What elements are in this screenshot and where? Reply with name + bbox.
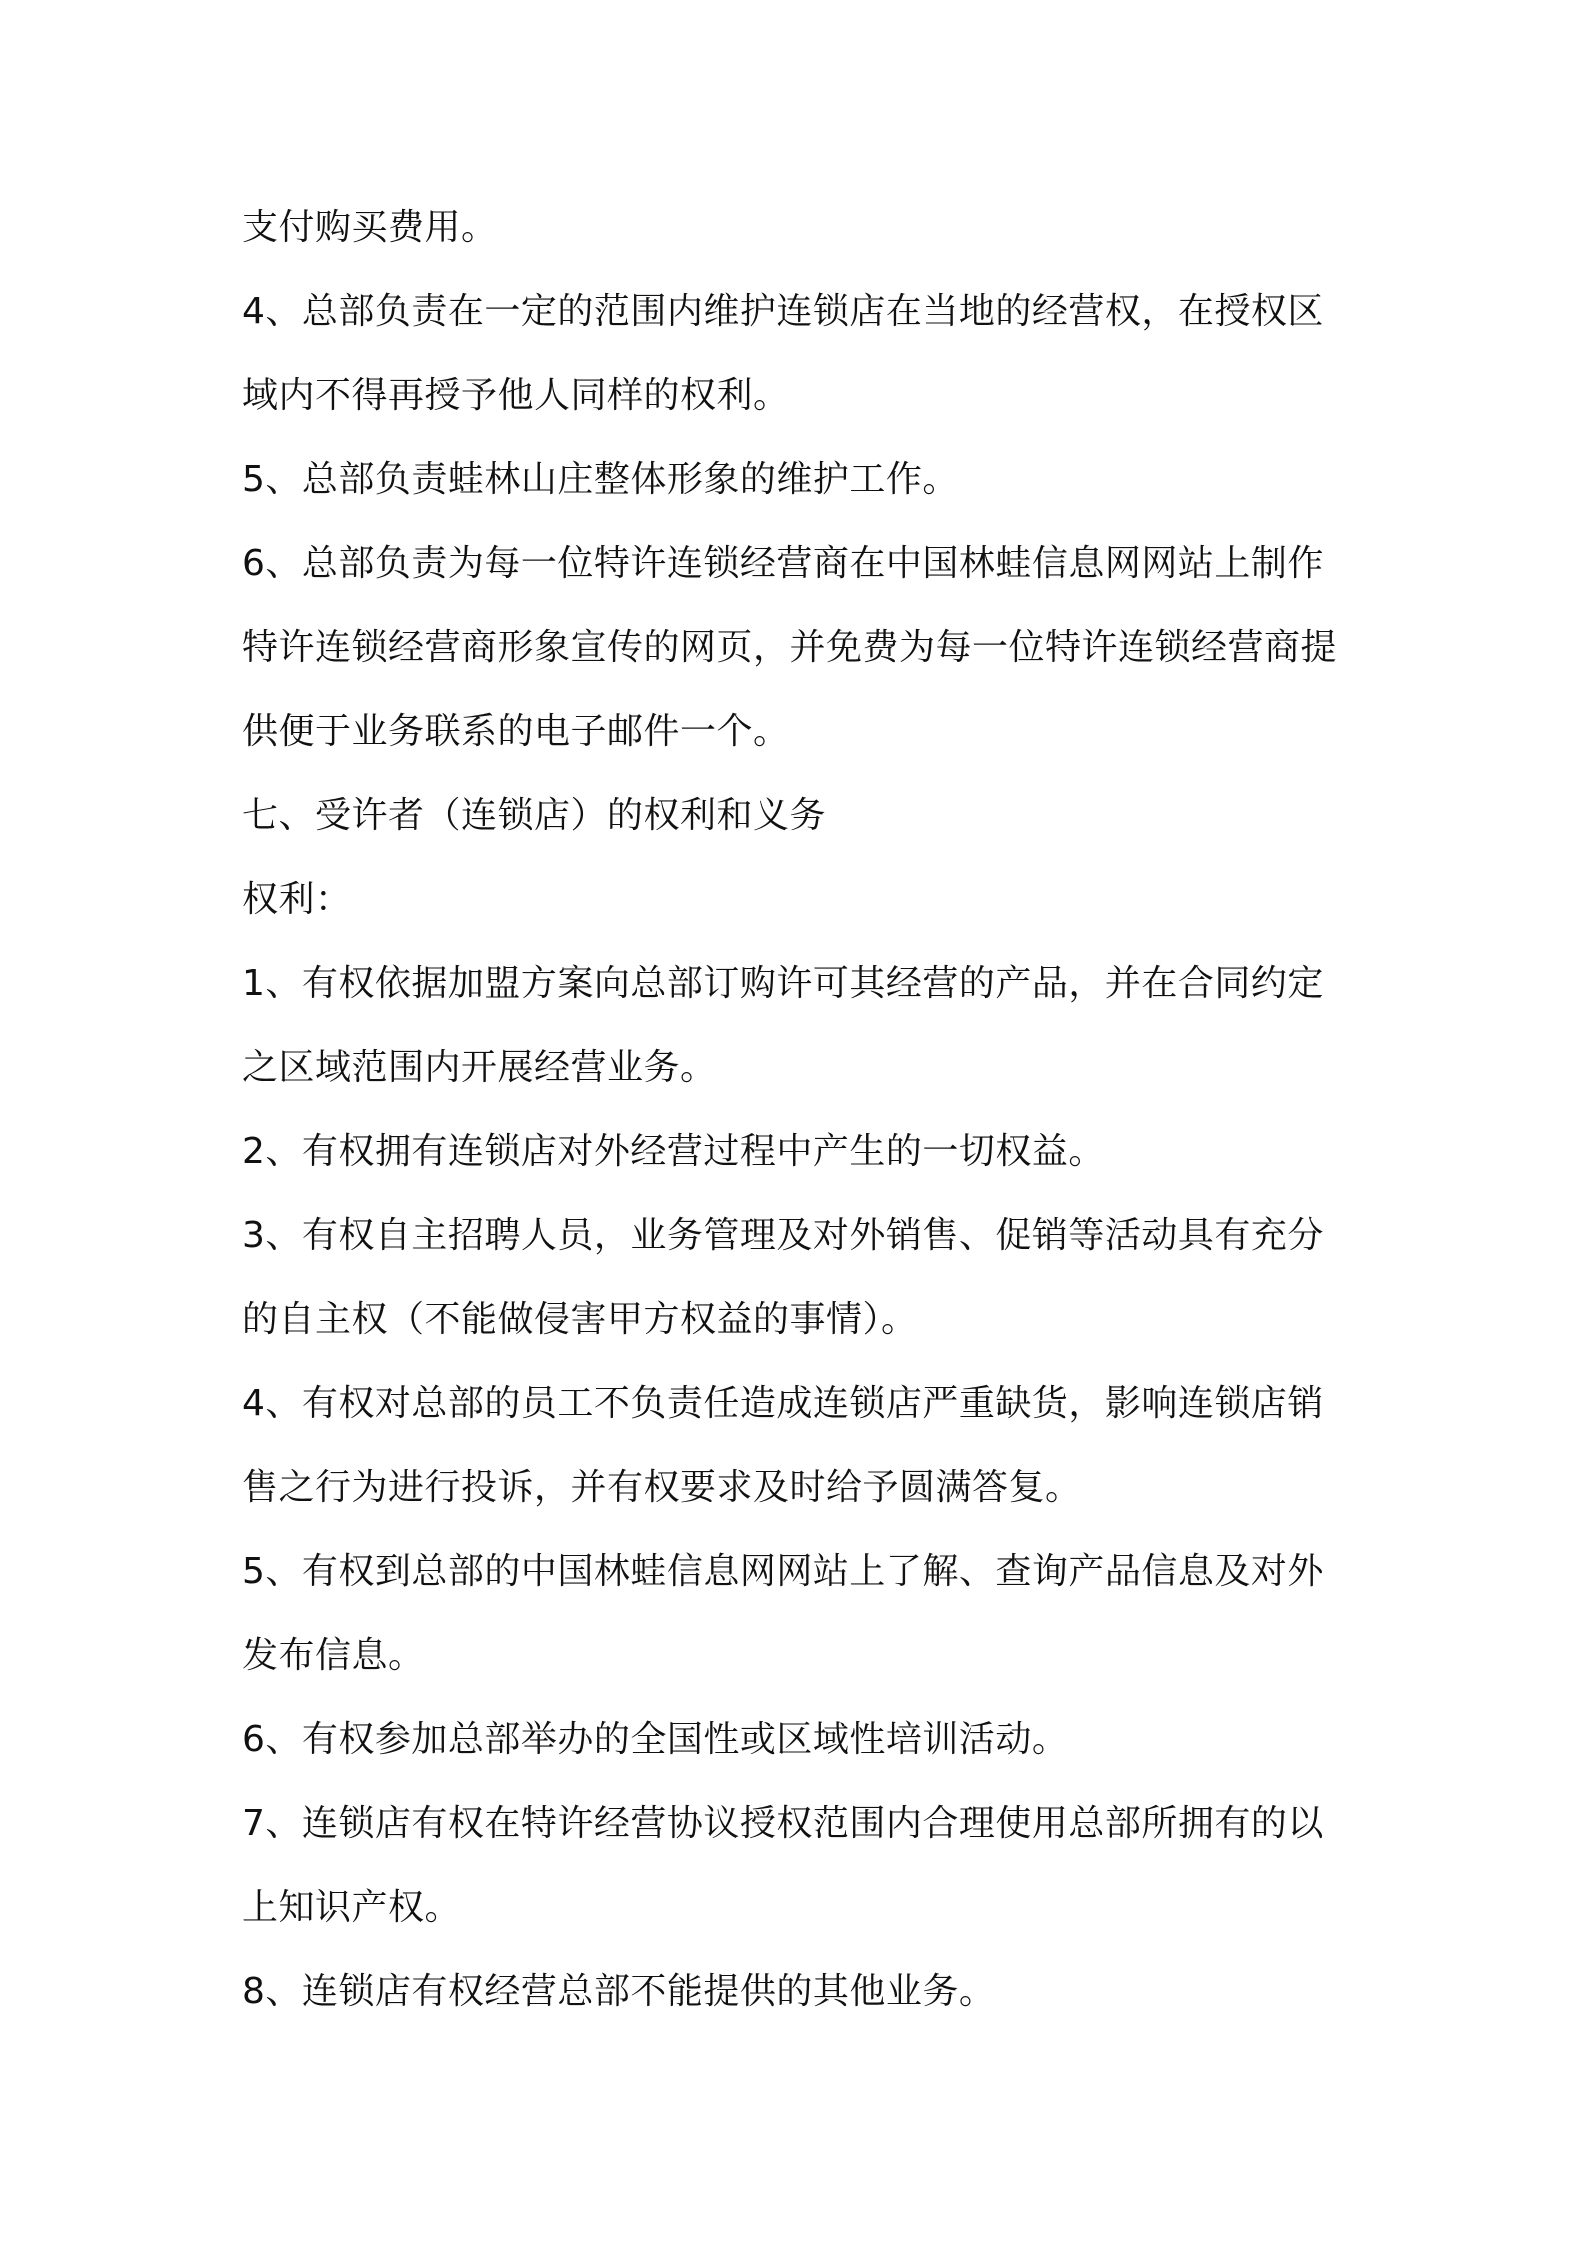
text-line: 1、有权依据加盟方案向总部订购许可其经营的产品，并在合同约定 [242,963,1324,1004]
text-line: 售之行为进行投诉，并有权要求及时给予圆满答复。 [242,1467,1082,1508]
text-line: 3、有权自主招聘人员，业务管理及对外销售、促销等活动具有充分 [242,1215,1324,1256]
text-line: 的自主权（不能做侵害甲方权益的事情）。 [242,1299,918,1340]
text-line: 上知识产权。 [242,1887,462,1928]
text-line: 域内不得再授予他人同样的权利。 [242,375,790,416]
text-line: 4、有权对总部的员工不负责任造成连锁店严重缺货，影响连锁店销 [242,1383,1324,1424]
text-line: 6、有权参加总部举办的全国性或区域性培训活动。 [242,1719,1069,1760]
text-line: 8、连锁店有权经营总部不能提供的其他业务。 [242,1971,996,2012]
text-line: 6、总部负责为每一位特许连锁经营商在中国林蛙信息网网站上制作 [242,543,1324,584]
text-line: 5、有权到总部的中国林蛙信息网网站上了解、查询产品信息及对外 [242,1551,1324,1592]
text-line: 2、有权拥有连锁店对外经营过程中产生的一切权益。 [242,1131,1105,1172]
text-line: 支付购买费用。 [242,207,498,248]
text-line: 发布信息。 [242,1635,425,1676]
text-line: 供便于业务联系的电子邮件一个。 [242,711,790,752]
text-line: 特许连锁经营商形象宣传的网页，并免费为每一位特许连锁经营商提 [242,627,1338,668]
text-line: 7、连锁店有权在特许经营协议授权范围内合理使用总部所拥有的以 [242,1803,1324,1844]
text-line: 5、总部负责蛙林山庄整体形象的维护工作。 [242,459,959,500]
text-line: 4、总部负责在一定的范围内维护连锁店在当地的经营权，在授权区 [242,291,1324,332]
section-heading: 七、受许者（连锁店）的权利和义务 [242,795,827,836]
subsection-heading: 权利： [242,879,352,920]
text-line: 之区域范围内开展经营业务。 [242,1047,717,1088]
